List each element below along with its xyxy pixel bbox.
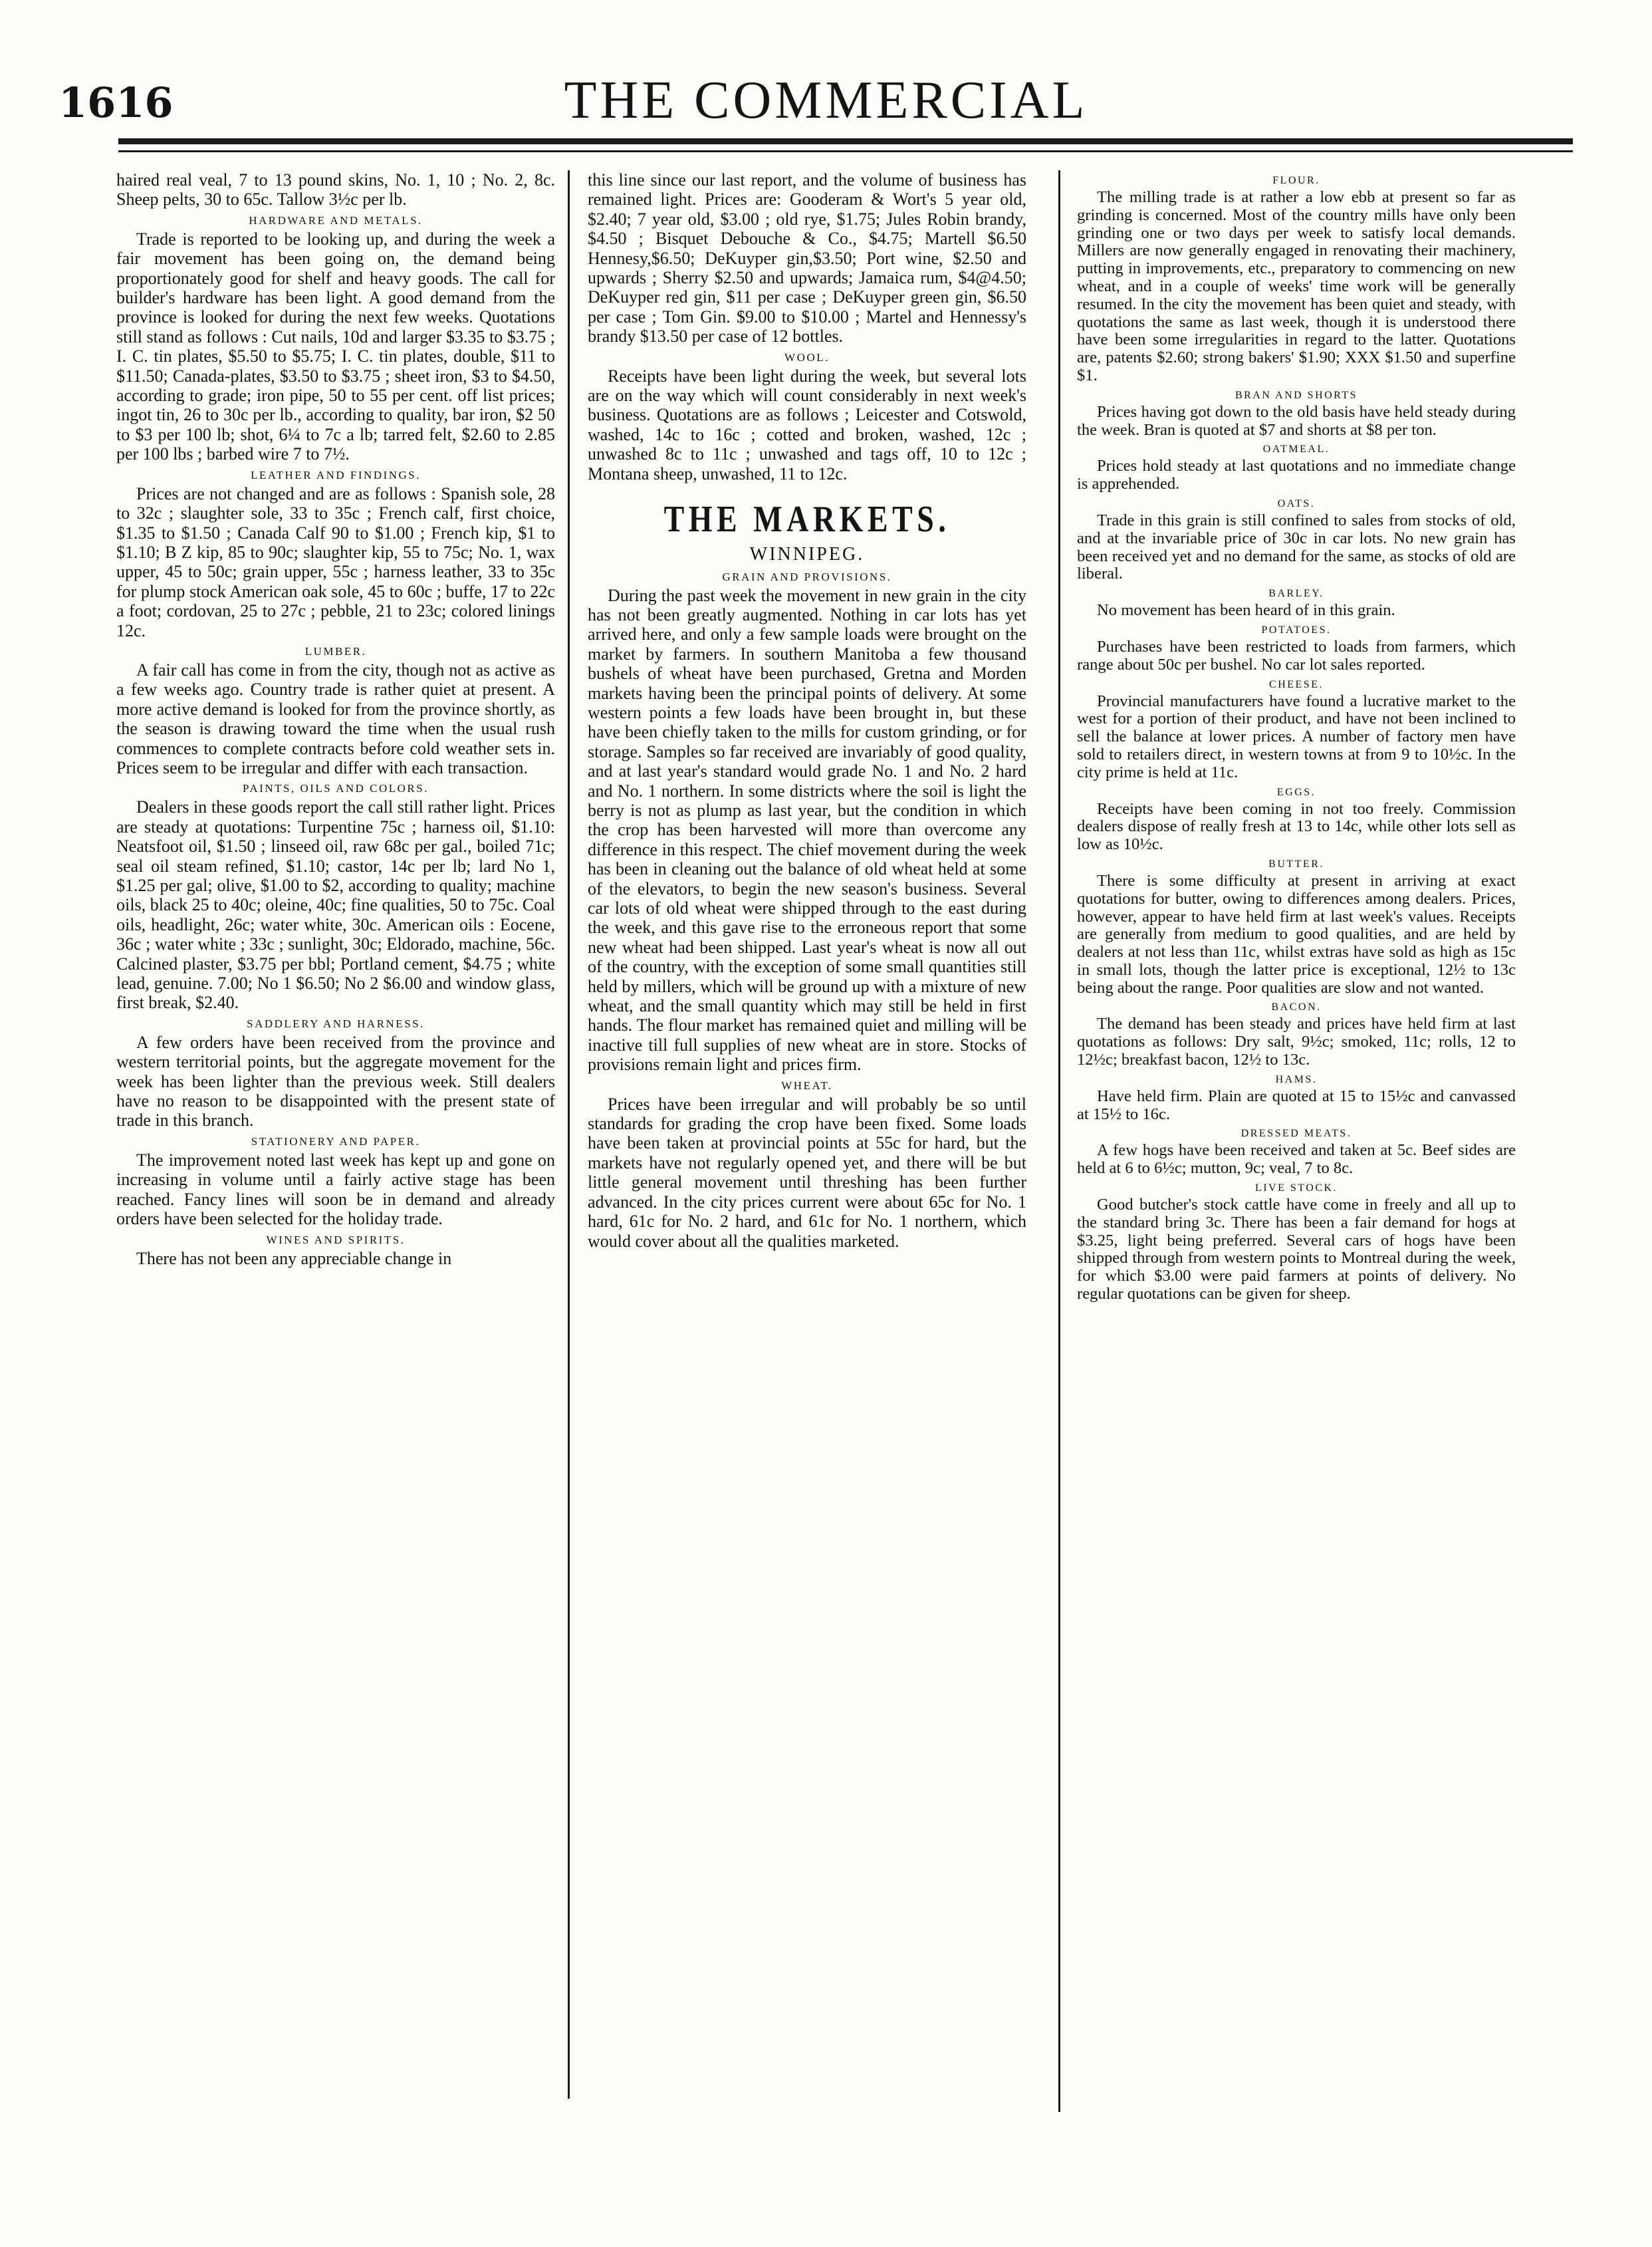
article-text: Purchases have been restricted to loads from farmers, which range about 50c per bushel. No car lot sales reported.: [1077, 637, 1516, 674]
section-heading: LEATHER AND FINDINGS.: [250, 468, 421, 481]
markets-title: THE MARKETS.: [663, 499, 951, 541]
column-separator: [568, 170, 570, 2099]
column-right: [1077, 170, 1516, 1303]
section-heading: BARLEY.: [1268, 588, 1324, 600]
article-text: A few orders have been received from the province and western territorial points, but the aggregate movement for the week has been lighter than the previous week. Still dealers have no reason to be disappointed with the present state of trade in this branch.: [116, 1032, 555, 1130]
article-text: Receipts have been light during the week, but several lots are on the way which will count considerably in next week's business. Quotations are as follows ; Leicester and Cotswold, washed, 14c to 16c ; cotted and broken, washed, 12c ; unwashed 8c to 11c ; unwashed and tags off, 10 to 12c ; Montana sheep, unwashed, 11 to 12c.: [588, 366, 1026, 483]
section-heading: HARDWARE AND METALS.: [249, 213, 423, 227]
article-text: haired real veal, 7 to 13 pound skins, No. 1, 10 ; No. 2, 8c. Sheep pelts, 30 to 65c. Tallow 3½c per lb.: [116, 170, 555, 209]
article-text: Have held firm. Plain are quoted at 15 to 15½c and canvassed at 15½ to 16c.: [1077, 1087, 1516, 1123]
article-text: Dealers in these goods report the call still rather light. Prices are steady at quotations: Turpentine 75c ; harness oil, $1.10: Neatsfoot oil, $1.50 ; linseed oil, raw 68c per gal., boiled 71c; seal oil steam refined, $1.10; castor, 14c per lb; lard No 1, $1.25 per gal; olive, $1.00 to $2, according to quality; machine oils, black 25 to 40c; oleine, 40c; fine qualities, 50 to 75c. Coal oils, headlight, 26c; water white, 30c. American oils : Eocene, 36c ; water white ; 33c ; sunlight, 30c; Eldorado, machine, 56c. Calcined plaster, $3.75 per bbl; Portland cement, $4.75 ; white lead, genuine. 7.00; No 1 $6.50; No 2 $6.00 and window glass, first break, $2.40.: [116, 797, 555, 1013]
section-heading: BRAN AND SHORTS: [1235, 389, 1358, 401]
section-heading: BUTTER.: [1268, 858, 1324, 870]
article-text: Provincial manufacturers have found a lucrative market to the west for a portion of their product, and have not been inclined to sell the balance at lower prices. A number of factory men have sold to retailers direct, in western towns at from 9 to 10½c. In the city prime is held at 11c.: [1077, 692, 1516, 781]
section-heading: LIVE STOCK.: [1254, 1182, 1338, 1194]
section-heading: DRESSED MEATS.: [1240, 1128, 1352, 1140]
article-text: Good butcher's stock cattle have come in freely and all up to the standard bring 3c. There has been a fair demand for hogs at $3.25, light being preferred. Several cars of hogs have been shipped through from western points to Montreal during the week, for which $3.00 were paid farmers at points of delivery. No regular quotations can be given for sheep.: [1077, 1196, 1516, 1303]
section-heading: FLOUR.: [1272, 175, 1320, 186]
article-text: There is some difficulty at present in arriving at exact quotations for butter, owing to differences among dealers. Prices, however, appear to have held firm at last week's values. Receipts are generally from medium to good qualities, and are held by dealers at not less than 11c, whilst extras have sold as high as 15c in small lots, though the latter price is exceptional, 12½ to 13c being about the range. Poor qualities are slow and not wanted.: [1077, 871, 1516, 997]
article-text: Prices have been irregular and will probably be so until standards for grading the crop have been fixed. Some loads have been taken at provincial points at 55c for hard, but the markets have not regularly opened yet, and there will be but little general movement until threshing has been further advanced. In the city prices current were about 65c for No. 1 hard, 61c for No. 2 hard, and 61c for No. 1 northern, which would cover about all the qualities marketed.: [588, 1094, 1026, 1251]
column-left: [116, 170, 555, 1268]
column-separator: [1058, 170, 1060, 2112]
header-rule-thin: [118, 150, 1573, 152]
article-text: The milling trade is at rather a low ebb at present so far as grinding is concerned. Most of the country mills have only been grinding one or two days per week to satisfy local demands. Millers are now generally engaged in renovating their machinery, putting in improvements, etc., preparatory to commencing on new wheat, and in a couple of weeks' time work will be generally resumed. In the city the movement has been quiet and steady, with quotations the same as last week, though it is understood there have been some irregularities in regard to the latter. Quotations are, patents $2.60; strong bakers' $1.90; XXX $1.50 and superfine $1.: [1077, 188, 1516, 384]
article-text: The improvement noted last week has kept up and gone on increasing in volume until a fairly active stage has been reached. Fancy lines will soon be in demand and already orders have been selected for the holiday trade.: [116, 1150, 555, 1229]
section-heading: LUMBER.: [304, 644, 367, 658]
section-heading: BACON.: [1271, 1001, 1322, 1013]
header-rule-thick: [118, 138, 1573, 144]
article-text: During the past week the movement in new grain in the city has not been greatly augmented. Nothing in car lots has yet arrived here, and only a few sample loads were brought on the market by farmers. In southern Manitoba a few thousand bushels of wheat have been purchased, Gretna and Morden markets having been the principal points of delivery. At some western points a few loads have been brought in, but these have been chiefly taken to the mills for custom grinding, or for storage. Samples so far received are invariably of good quality, and at last year's standard would grade No. 1 and No. 2 hard and No. 1 northern. In some districts where the soil is light the berry is not as plump as last year, but the condition in which the crop has been harvested will more than overcome any difference in this respect. The chief movement during the week has been in cleaning out the balance of old wheat held at some of the elevators, to begin the new season's business. Several car lots of old wheat were shipped through to the east during the week, and this gave rise to the erroneous report that some new wheat had been shipped. Last year's wheat is now all out of the country, with the exception of some small quantities still held by millers, which will be ground up with a mixture of new wheat, and the small quantity which may still be held in first hands. The flour market has remained quiet and milling will be inactive till full supplies of new wheat are in store. Stocks of provisions remain light and prices firm.: [588, 585, 1026, 1075]
article-text: Prices are not changed and are as follows : Spanish sole, 28 to 32c ; slaughter sole, 33 to 35c ; French calf, first choice, $1.35 to $1.50 ; Canada Calf 90 to $1.00 ; French kip, $1 to $1.10; B Z kip, 85 to 90c; slaughter kip, 55 to 75c; No. 1, wax upper, 45 to 50c; grain upper, 55c ; harness leather, 33 to 35c for plump stock American oak sole, 45 to 60c ; buffe, 17 to 22c a foot; cordovan, 25 to 27c ; pebble, 21 to 23c; colored linings 12c.: [116, 483, 555, 640]
article-text: A fair call has come in from the city, though not as active as a few weeks ago. Country trade is rather quiet at present. A more active demand is looked for from the province shortly, as the season is drawing toward the time when the usual rush commences to complete contracts before cold weather sets in. Prices seem to be irregular and differ with each transaction.: [116, 660, 555, 777]
section-heading: OATMEAL.: [1262, 444, 1330, 456]
section-heading: PAINTS, OILS AND COLORS.: [243, 782, 429, 795]
article-text: No movement has been heard of in this grain.: [1097, 601, 1395, 620]
section-heading: SADDLERY AND HARNESS.: [247, 1017, 425, 1030]
article-text: Prices hold steady at last quotations and no immediate change is apprehended.: [1077, 457, 1516, 493]
section-heading: WHEAT.: [781, 1079, 833, 1092]
section-heading: STATIONERY AND PAPER.: [251, 1134, 421, 1148]
article-text: Trade is reported to be looking up, and during the week a fair movement has been going on, the demand being proportionately good for shelf and heavy goods. The call for builder's hardware has been light. A good demand from the province is looked for during the next few weeks. Quotations still stand as follows : Cut nails, 10d and larger $3.35 to $3.75 ; I. C. tin plates, $5.50 to $5.75; I. C. tin plates, double, $11 to $11.50; Canada-plates, $3.50 to $3.75 ; sheet iron, $3 to $4.50, according to grade; iron pipe, 50 to 55 per cent. off list prices; ingot tin, 26 to 30c per lb., according to quality, bar iron, $2 50 to $3 per 100 lb; shot, 6¼ to 7c a lb; tarred felt, $2.60 to 2.85 per 100 lbs ; barbed wire 7 to 7½.: [116, 229, 555, 464]
article-text: Trade in this grain is still confined to sales from stocks of old, and at the invariable price of 30c in car lots. No new grain has been received yet and no demand for the same, as stocks of old are liberal.: [1077, 511, 1516, 583]
article-text: this line since our last report, and the volume of business has remained light. Prices are: Gooderam & Wort's 5 year old, $2.40; 7 year old, $3.00 ; old rye, $1.75; Jules Robin brandy, $4.50 ; Bisquet Debouche & Co., $4.75; Martell $6.50 Hennesy,$6.50; DeKuyper gin,$3.50; Port wine, $2.50 and upwards ; Sherry $2.50 and upwards; Jamaica rum, $4@4.50; DeKuyper red gin, $11 per case ; DeKuyper green gin, $6.50 per case ; Tom Gin. $9.00 to $10.00 ; Martel and Hennessy's brandy $13.50 per case of 12 bottles.: [588, 170, 1026, 346]
page-number: 1616: [59, 78, 174, 127]
section-heading: EGGS.: [1276, 786, 1316, 798]
column-middle: [588, 170, 1026, 1251]
masthead-title: THE COMMERCIAL: [564, 71, 1088, 130]
section-heading: CHEESE.: [1269, 678, 1324, 690]
article-text: Receipts have been coming in not too freely. Commission dealers dispose of really fresh at 13 to 14c, while other lots sell as low as 10½c.: [1077, 799, 1516, 854]
section-heading: POTATOES.: [1261, 624, 1332, 636]
article-text: Prices having got down to the old basis have held steady during the week. Bran is quoted at $7 and shorts at $8 per ton.: [1077, 402, 1516, 439]
section-heading: WOOL.: [784, 350, 830, 364]
article-text: A few hogs have been received and taken at 5c. Beef sides are held at 6 to 6½c; mutton, 9c; veal, 7 to 8c.: [1077, 1141, 1516, 1178]
article-text: There has not been any appreciable change in: [136, 1248, 452, 1268]
markets-city: WINNIPEG.: [749, 544, 865, 565]
article-text: The demand has been steady and prices have held firm at last quotations as follows: Dry salt, 9½c; smoked, 11c; rolls, 12 to 12½c; breakfast bacon, 12½ to 13c.: [1077, 1015, 1516, 1069]
section-heading: HAMS.: [1275, 1073, 1318, 1085]
section-heading: OATS.: [1277, 497, 1316, 509]
section-heading: GRAIN AND PROVISIONS.: [722, 570, 892, 583]
section-heading: WINES AND SPIRITS.: [266, 1233, 406, 1246]
